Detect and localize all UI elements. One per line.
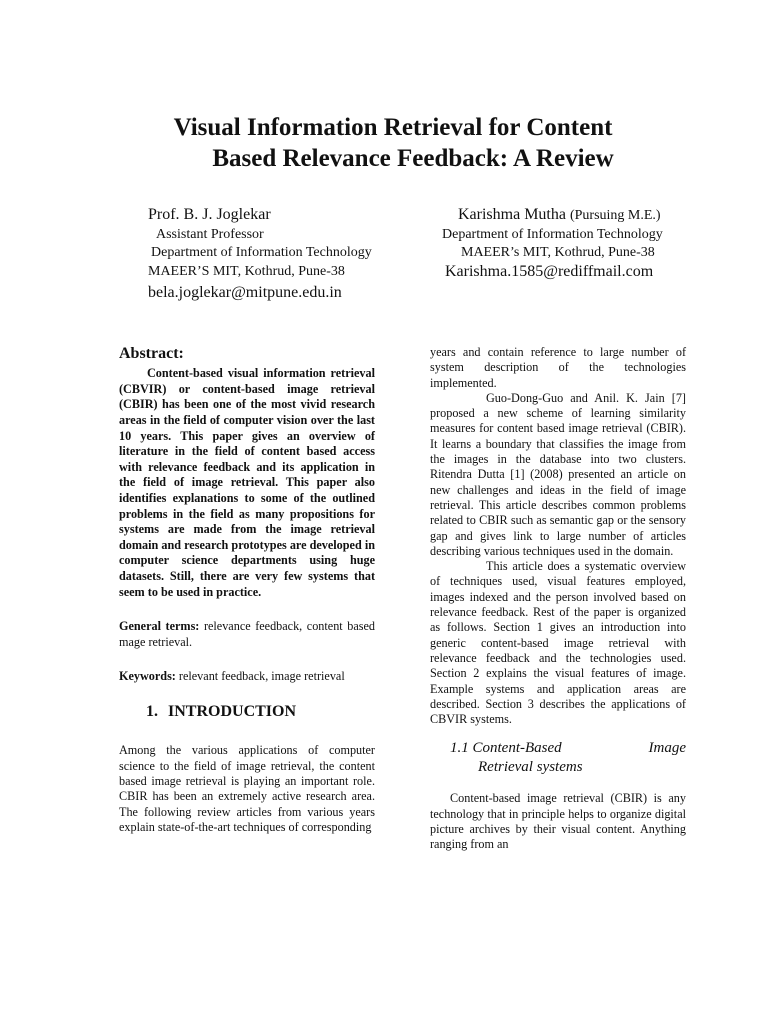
- subsection-number: 1.1: [450, 740, 469, 757]
- author-right-status: (Pursuing M.E.): [569, 208, 661, 223]
- general-terms-text: relevance feedback, content based mage retrieval.: [119, 619, 375, 649]
- author-left-position: Assistant Professor: [156, 227, 264, 242]
- paragraph-cbir: Content-based image retrieval (CBIR) is any technology that in principle helps to organize digital picture archives by their visual content. Anything ranging from an: [430, 791, 686, 852]
- author-left-department: Department of Information Technology: [151, 245, 372, 260]
- general-terms-label: General terms:: [119, 619, 200, 634]
- title-line-1: Visual Information Retrieval for Content: [173, 114, 613, 141]
- keywords-label: Keywords:: [119, 668, 176, 683]
- subsection-1-1-heading: [430, 739, 686, 777]
- section-1-title: INTRODUCTION: [168, 703, 297, 721]
- general-terms: [119, 619, 375, 650]
- author-left-email: bela.joglekar@mitpune.edu.in: [148, 284, 342, 301]
- subsection-word-2: Image: [648, 740, 686, 757]
- author-left-name: Prof. B. J. Joglekar: [148, 206, 271, 223]
- right-column: [430, 345, 686, 853]
- author-right-name: Karishma Mutha: [458, 206, 566, 223]
- paper-title: [0, 112, 768, 174]
- section-1-heading: [119, 704, 375, 719]
- paragraph-guo-jain: Guo-Dong-Guo and Anil. K. Jain [7] proposed a new scheme of learning similarity measures for content based image retrieval (CBIR). It learns a boundary that classifies the image from the images in the database into two clusters. Ritendra Dutta [1] (2008) presented an article on new challenges and ideas in the field of image retrieval. This article describes common problems related to CBIR such as semantic gap or the sensory gap and gives link to large number of articles describing various techniques used in the domain.: [430, 390, 686, 558]
- keywords: [119, 669, 375, 684]
- keywords-text: relevant feedback, image retrieval: [178, 668, 345, 683]
- intro-paragraph: Among the various applications of computer science to the field of image retrieval, the content based image retrieval is playing an important role. CBIR has been an extremely active research area. The following review articles from various years explain state-of-the-art techniques of corresponding: [119, 743, 375, 834]
- left-column: [119, 346, 375, 835]
- intro-paragraph-continued: years and contain reference to large number of system description of the technologies implemented.: [430, 345, 686, 390]
- subsection-word-1: Content-Based: [472, 740, 562, 757]
- title-line-2: Based Relevance Feedback: A Review: [212, 145, 614, 172]
- author-right-email: Karishma.1585@rediffmail.com: [445, 263, 654, 280]
- author-left-institute: MAEER’S MIT, Kothrud, Pune-38: [148, 264, 345, 279]
- author-right-name-line: [458, 206, 661, 224]
- paragraph-overview: This article does a systematic overview of techniques used, visual features employed, images indexed and the person involved based on relevance feedback. Rest of the paper is organized as follows. Section 1 gives an introduction into generic content-based image retrieval with relevance feedback and the technologies used. Section 2 explains the visual features of image. Example systems and application areas are described. Section 3 describes the applications of CBVIR systems.: [430, 559, 686, 727]
- subsection-line-2: Retrieval systems: [478, 759, 583, 776]
- abstract-text: Content-based visual information retrieval (CBVIR) or content-based image retrieval (CBIR) has been one of the most vivid research areas in the field of computer vision over the last 10 years. This paper gives an overview of literature in the field of content based access with relevance feedback and its application in the field of image retrieval. This paper also identifies explanations to some of the outlined problems in the field as many propositions for systems are made from the image retrieval domain and research prototypes are developed in computer science departments using huge datasets. Still, there are very few systems that seem to be used in practice.: [119, 366, 375, 599]
- author-right-institute: MAEER’s MIT, Kothrud, Pune-38: [461, 245, 655, 260]
- abstract-heading: Abstract:: [119, 345, 184, 362]
- author-right-department: Department of Information Technology: [442, 227, 663, 242]
- section-1-number: 1.: [146, 703, 158, 721]
